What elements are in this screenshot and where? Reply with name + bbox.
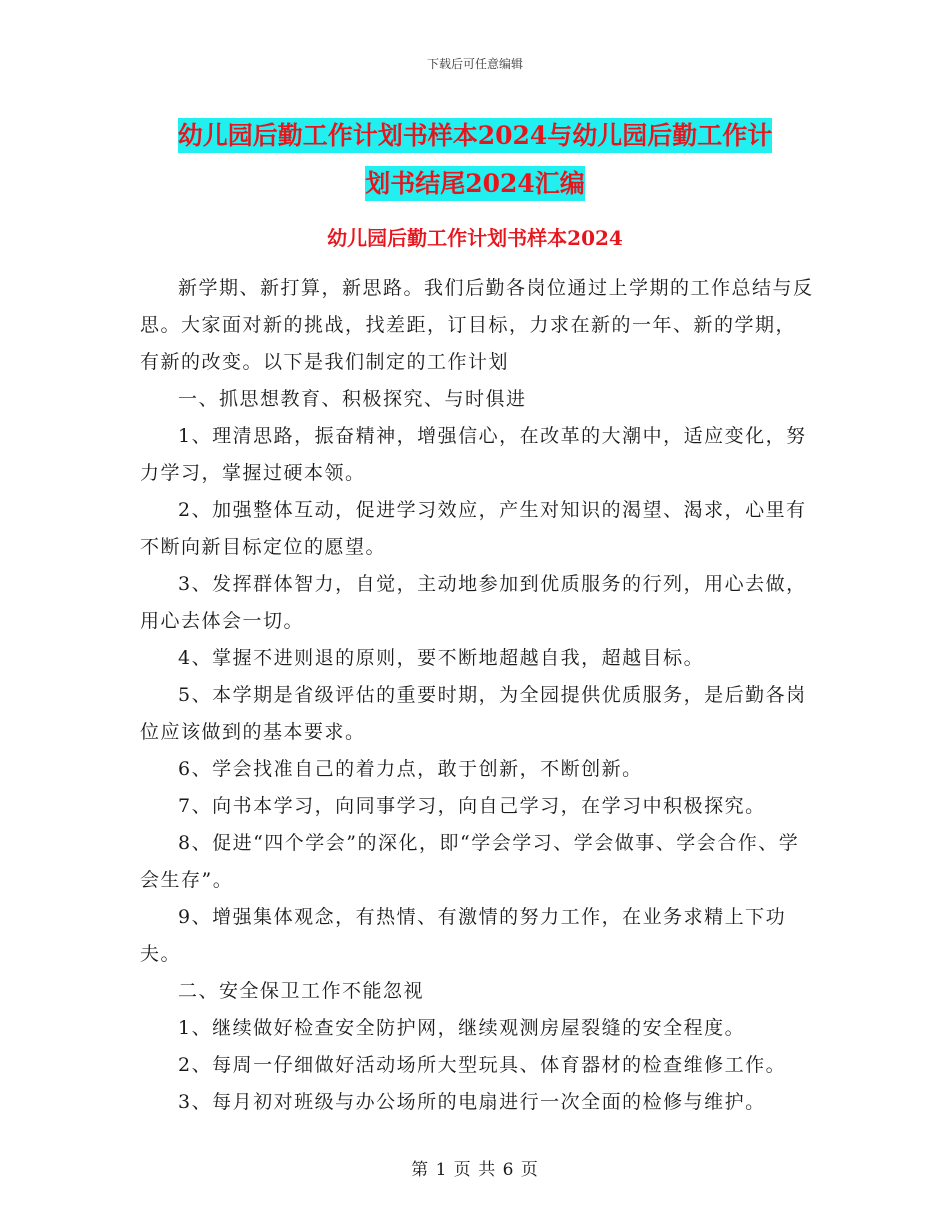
list-item: 3、发挥群体智力，自觉，主动地参加到优质服务的行列，用心去做，用心去体会一切。 (140, 573, 807, 632)
list-item: 8、促进“四个学会”的深化，即“学会学习、学会做事、学会合作、学会生存”。 (140, 832, 800, 891)
body-content (140, 270, 816, 1121)
list-item: 2、加强整体互动，促进学习效应，产生对知识的渴望、渴求，心里有不断向新目标定位的愿望。 (140, 499, 807, 558)
page-footer: 第 1 页 共 6 页 (411, 1160, 539, 1180)
list-item: 5、本学期是省级评估的重要时期，为全园提供优质服务，是后勤各岗位应该做到的基本要求。 (140, 684, 807, 743)
list-item: 2、每周一仔细做好活动场所大型玩具、体育器材的检查维修工作。 (178, 1054, 787, 1076)
section-title: 幼儿园后勤工作计划书样本2024 (327, 226, 623, 250)
header-note: 下载后可任意编辑 (426, 57, 523, 71)
document-title (0, 112, 950, 208)
list-item: 1、继续做好检查安全防护网，继续观测房屋裂缝的安全程度。 (178, 1017, 746, 1039)
title-line-2: 划书结尾2024汇编 (365, 166, 585, 201)
list-item: 7、向书本学习，向同事学习，向自己学习，在学习中积极探究。 (178, 795, 766, 817)
heading-section-2: 二、安全保卫工作不能忽视 (178, 980, 425, 1002)
heading-section-1: 一、抓思想教育、积极探究、与时俱进 (178, 388, 527, 410)
title-line-1: 幼儿园后勤工作计划书样本2024与幼儿园后勤工作计 (178, 118, 773, 153)
list-item: 1、理清思路，振奋精神，增强信心，在改革的大潮中，适应变化，努力学习，掌握过硬本领。 (140, 425, 807, 484)
list-item: 6、学会找准自己的着力点，敢于创新，不断创新。 (178, 758, 643, 780)
list-item: 9、增强集体观念，有热情、有激情的努力工作，在业务求精上下功夫。 (140, 906, 787, 965)
list-item: 4、掌握不进则退的原则，要不断地超越自我，超越目标。 (178, 647, 705, 669)
paragraph-intro: 新学期、新打算，新思路。我们后勤各岗位通过上学期的工作总结与反思。大家面对新的挑战，找差距，订目标，力求在新的一年、新的学期，有新的改变。以下是我们制定的工作计划 (140, 277, 814, 373)
list-item: 3、每月初对班级与办公场所的电扇进行一次全面的检修与维护。 (178, 1091, 766, 1113)
